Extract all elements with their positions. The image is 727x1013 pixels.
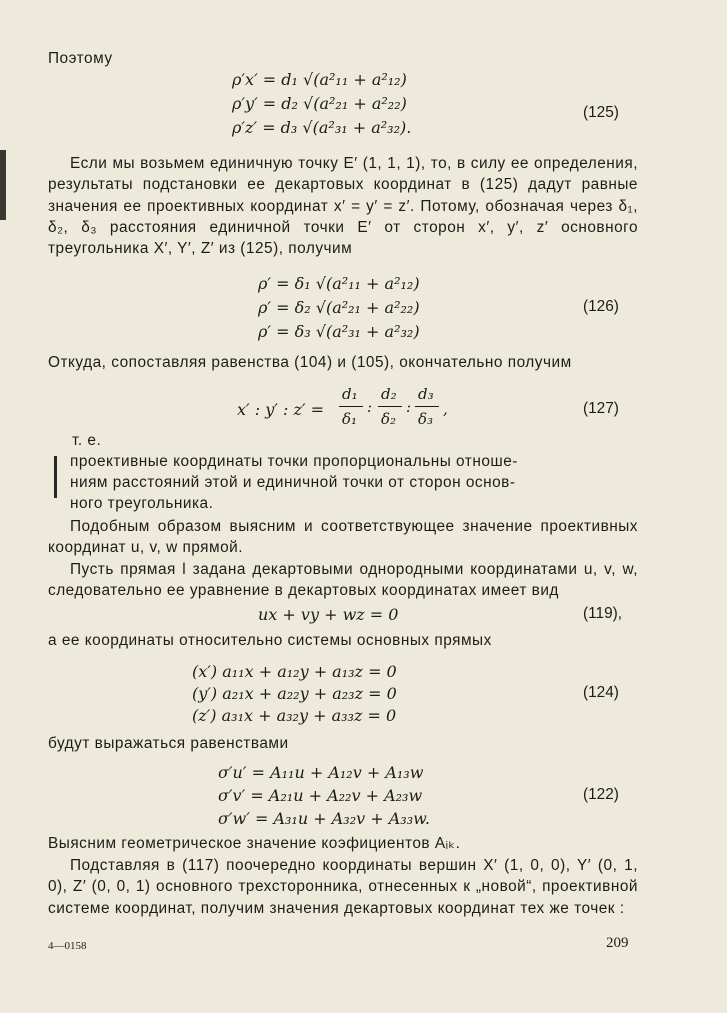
eq124-line-2: (y′) a₂₁x + a₂₂y + a₂₃z = 0 xyxy=(192,684,397,703)
eq122-line-3: σ′w′ = A₃₁u + A₃₂v + A₃₃w. xyxy=(218,809,430,828)
eq127-comma: , xyxy=(443,400,448,418)
eq127-fraction-bar-1 xyxy=(339,406,363,407)
paragraph-substituting: Подставляя в (117) поочередно координаты вершин X′ (1, 0, 0), Y′ (0, 1, 0), Z′ (0, 0, 1) основного трехсторонника, отнесенных к „новой“, проективной системе координат, получим значения декартовых координат тех же точек : xyxy=(48,857,638,917)
conclusion-line-3: ного треугольника. xyxy=(70,495,214,512)
eq122-line-2: σ′v′ = A₂₁u + A₂₂v + A₂₃w xyxy=(218,786,423,805)
eq125-line-1: ρ′x′ = d₁ √(a²₁₁ + a²₁₂) xyxy=(232,70,407,89)
paragraph-coefficients: Выясним геометрическое значение коэфициентов Aᵢₖ. xyxy=(48,835,461,852)
page-number: 209 xyxy=(606,935,629,951)
eq125-line-3: ρ′z′ = d₃ √(a²₃₁ + a²₃₂). xyxy=(232,118,412,137)
eq127-fraction-bar-2 xyxy=(378,406,402,407)
eq126-line-3: ρ′ = δ₃ √(a²₃₁ + a²₃₂) xyxy=(258,322,420,341)
eq127-num1: d₁ xyxy=(342,385,358,403)
paragraph-similarly: Подобным образом выясним и соответствующее значение проективных координат u, v, w прямой. xyxy=(48,518,638,557)
eq122-line-1: σ′u′ = A₁₁u + A₁₂v + A₁₃w xyxy=(218,763,424,782)
eq119-number: (119), xyxy=(583,605,623,622)
eq124-line-1: (x′) a₁₁x + a₁₂y + a₁₃z = 0 xyxy=(192,662,397,681)
eq125-number: (125) xyxy=(583,104,619,121)
intro-word: Поэтому xyxy=(48,50,113,67)
eq119: ux + vy + wz = 0 xyxy=(258,605,399,624)
eq122-number: (122) xyxy=(583,786,619,803)
eq126-line-1: ρ′ = δ₁ √(a²₁₁ + a²₁₂) xyxy=(258,274,420,293)
eq126-line-2: ρ′ = δ₂ √(a²₂₁ + a²₂₂) xyxy=(258,298,420,317)
conclusion-line-2: ниям расстояний этой и единичной точки от сторон основ- xyxy=(70,474,516,491)
eq124-line-3: (z′) a₃₁x + a₃₂y + a₃₃z = 0 xyxy=(192,706,397,725)
paragraph-line-l: Пусть прямая l задана декартовыми однородными координатами u, v, w, следовательно ее уравнение в декартовых координатах имеет вид xyxy=(48,561,638,600)
paragraph-unit-point: Если мы возьмем единичную точку E′ (1, 1, 1), то, в силу ее определения, результаты подстановки ее декартовых координат в (125) дадут равные значения ее проективных координат x′ = y′ = z′. Потому, обозначая через δ₁, δ₂, δ₃ расстояния единичной точки E′ от сторон x′, y′, z′ основного треугольника X′, Y′, Z′ из (125), получим xyxy=(48,155,638,258)
eq127-colon-1: : xyxy=(367,398,373,416)
that-is: т. е. xyxy=(72,432,102,449)
eq127-colon-2: : xyxy=(406,398,412,416)
paragraph-expressed: будут выражаться равенствами xyxy=(48,735,289,752)
eq127-num3: d₃ xyxy=(418,385,434,403)
eq127-lhs: x′ : y′ : z′ = xyxy=(237,400,325,419)
eq127-number: (127) xyxy=(583,400,619,417)
printer-signature: 4—0158 xyxy=(48,940,87,952)
eq127-num2: d₂ xyxy=(381,385,397,403)
eq125-line-2: ρ′y′ = d₂ √(a²₂₁ + a²₂₂) xyxy=(232,94,407,113)
conclusion-line-1: проективные координаты точки пропорциональны отноше- xyxy=(70,453,518,470)
eq124-number: (124) xyxy=(583,684,619,701)
eq127-fraction-bar-3 xyxy=(415,406,439,407)
paragraph-basic-lines: а ее координаты относительно системы основных прямых xyxy=(48,632,492,649)
page-edge-shadow xyxy=(0,150,6,220)
eq127-den3: δ₃ xyxy=(418,410,434,428)
eq127-den1: δ₁ xyxy=(342,410,358,428)
paragraph-final: Откуда, сопоставляя равенства (104) и (105), окончательно получим xyxy=(48,354,572,371)
margin-mark xyxy=(54,456,57,498)
eq126-number: (126) xyxy=(583,298,619,315)
eq127-den2: δ₂ xyxy=(381,410,397,428)
